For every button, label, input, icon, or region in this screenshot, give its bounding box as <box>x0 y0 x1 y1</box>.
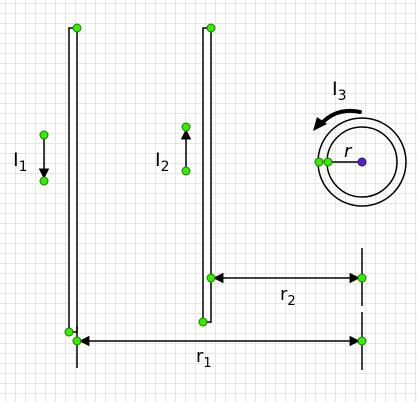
wire-3-inner-point[interactable] <box>324 158 332 166</box>
r1-left-point[interactable] <box>73 337 81 345</box>
label-i3: $I_3$ <box>332 78 347 104</box>
wire-1-top-point[interactable] <box>73 24 81 32</box>
wire-3-outer-point[interactable] <box>315 158 323 166</box>
current-1-end-point[interactable] <box>40 177 48 185</box>
wire-1-bottom-point[interactable] <box>65 328 73 336</box>
wire-1 <box>69 28 77 332</box>
current-2-start-point[interactable] <box>182 167 190 175</box>
r2-right-point[interactable] <box>358 274 366 282</box>
wire-3-center-point[interactable] <box>358 158 366 166</box>
current-2-end-point[interactable] <box>182 123 190 131</box>
label-radius: r <box>344 141 352 162</box>
r1-right-point[interactable] <box>358 337 366 345</box>
wire-2-bottom-point[interactable] <box>199 318 207 326</box>
label-i1: $I_1$ <box>13 149 28 175</box>
r2-left-point[interactable] <box>207 274 215 282</box>
wire-2-top-point[interactable] <box>207 24 215 32</box>
label-i2: $I_2$ <box>155 149 170 175</box>
current-1-start-point[interactable] <box>40 131 48 139</box>
label-r2: $r_2$ <box>280 284 296 309</box>
current-3-arrow <box>320 111 360 125</box>
label-r1: $r_1$ <box>196 346 212 371</box>
